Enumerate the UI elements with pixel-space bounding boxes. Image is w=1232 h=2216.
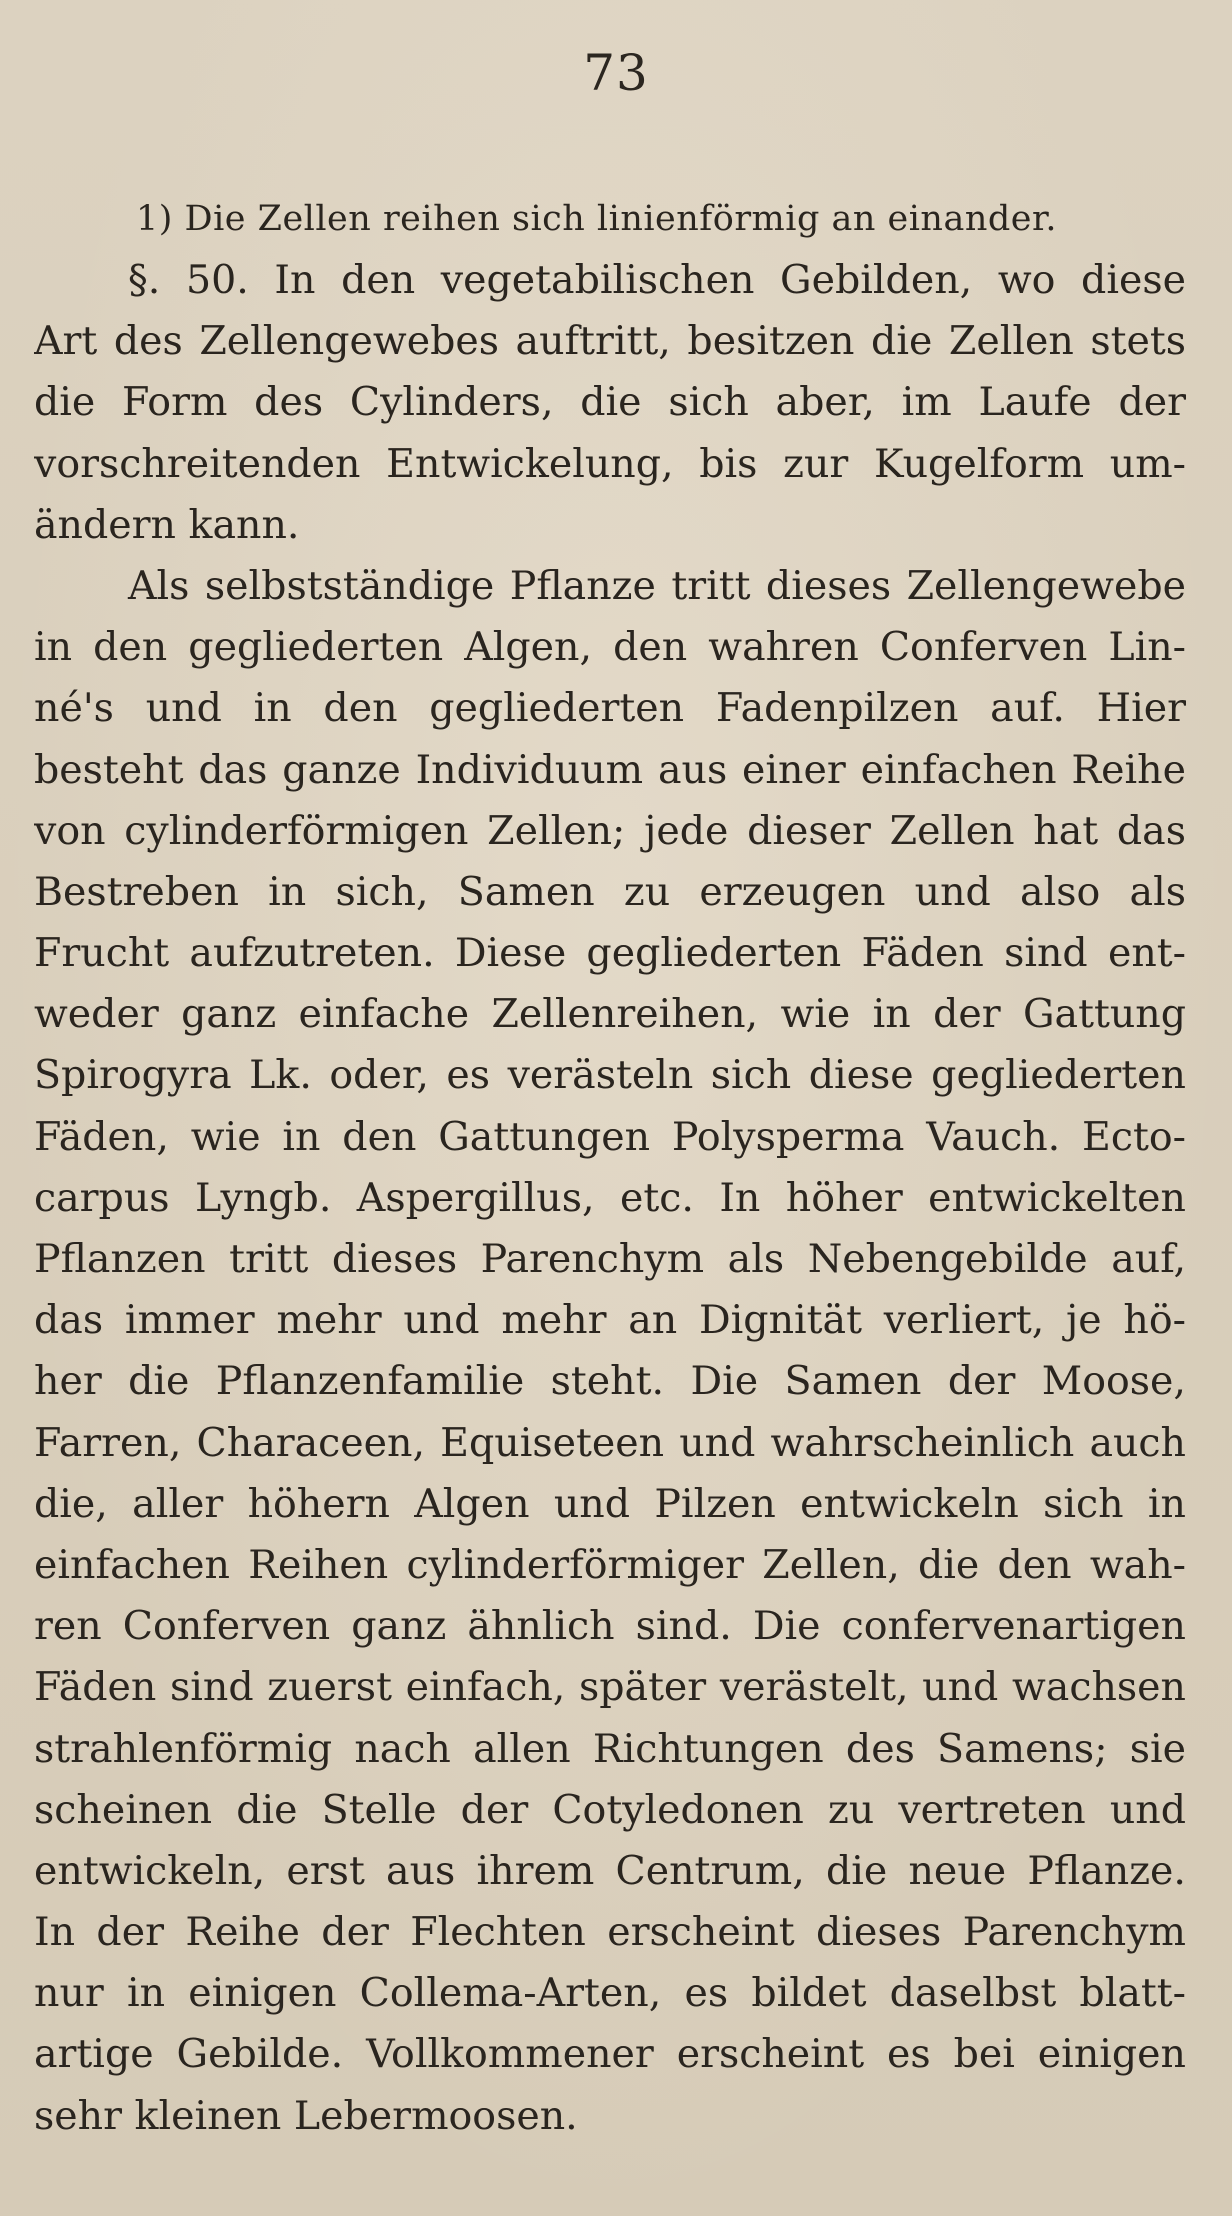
body-text [34,188,1186,2147]
paragraph [34,556,1186,2147]
text-line: her die Pflanzenfamilie steht. Die Samen der Moose, [34,1358,1186,1405]
text-line: In der Reihe der Flechten erscheint dieses Parenchym [34,1909,1186,1956]
text-line: einfachen Reihen cylinderförmiger Zellen, die den wah- [34,1541,1186,1588]
text-line: Bestreben in sich, Samen zu erzeugen und also als [34,868,1186,915]
section-subheading: 1) Die Zellen reihen sich linienförmig an einander. [136,199,1057,239]
text-line: ren Conferven ganz ähnlich sind. Die confervenartigen [34,1603,1186,1650]
text-line: Pflanzen tritt dieses Parenchym als Nebengebilde auf, [34,1236,1186,1282]
text-line: strahlenförmig nach allen Richtungen des Samens; sie [34,1725,1186,1772]
text-line: vorschreitenden Entwickelung, bis zur Kugelform um- [34,440,1186,487]
text-line: artige Gebilde. Vollkommener erscheint es bei einigen [34,2031,1186,2078]
paragraph [34,250,1186,556]
text-line: das immer mehr und mehr an Dignität verliert, je hö- [34,1297,1186,1344]
text-line: Als selbstständige Pflanze tritt dieses Zellengewebe [128,562,1186,609]
text-line: sehr kleinen Lebermoosen. [34,2092,578,2139]
text-line: Farren, Characeen, Equiseteen und wahrscheinlich auch [34,1419,1186,1466]
text-line: Fäden, wie in den Gattungen Polysperma Vauch. Ecto- [34,1113,1186,1160]
text-line: ändern kann. [34,501,300,548]
text-line: Fäden sind zuerst einfach, später verästelt, und wachsen [34,1664,1186,1711]
text-line: Art des Zellengewebes auftritt, besitzen die Zellen stets [34,318,1186,365]
text-line: Spirogyra Lk. oder, es verästeln sich diese gegliederten [34,1052,1186,1099]
page-number: 73 [583,44,649,102]
text-line: von cylinderförmigen Zellen; jede dieser Zellen hat das [34,807,1186,854]
text-line: die, aller höhern Algen und Pilzen entwickeln sich in [34,1480,1186,1527]
text-line: carpus Lyngb. Aspergillus, etc. In höher entwickelten [34,1174,1186,1221]
text-line: §. 50. In den vegetabilischen Gebilden, wo diese [128,257,1186,303]
text-line: scheinen die Stelle der Cotyledonen zu vertreten und [34,1786,1186,1833]
text-line: besteht das ganze Individuum aus einer einfachen Reihe [34,746,1186,793]
text-line: Frucht aufzutreten. Diese gegliederten Fäden sind ent- [34,930,1186,977]
text-line: nur in einigen Collema-Arten, es bildet daselbst blatt- [34,1970,1186,2017]
text-line: die Form des Cylinders, die sich aber, im Laufe der [34,379,1186,426]
text-line: entwickeln, erst aus ihrem Centrum, die neue Pflanze. [34,1847,1186,1894]
text-line: weder ganz einfache Zellenreihen, wie in der Gattung [34,991,1186,1038]
paragraphs [34,250,1186,2147]
text-line: né's und in den gegliederten Fadenpilzen auf. Hier [34,685,1186,732]
text-line: in den gegliederten Algen, den wahren Conferven Lin- [34,624,1186,671]
